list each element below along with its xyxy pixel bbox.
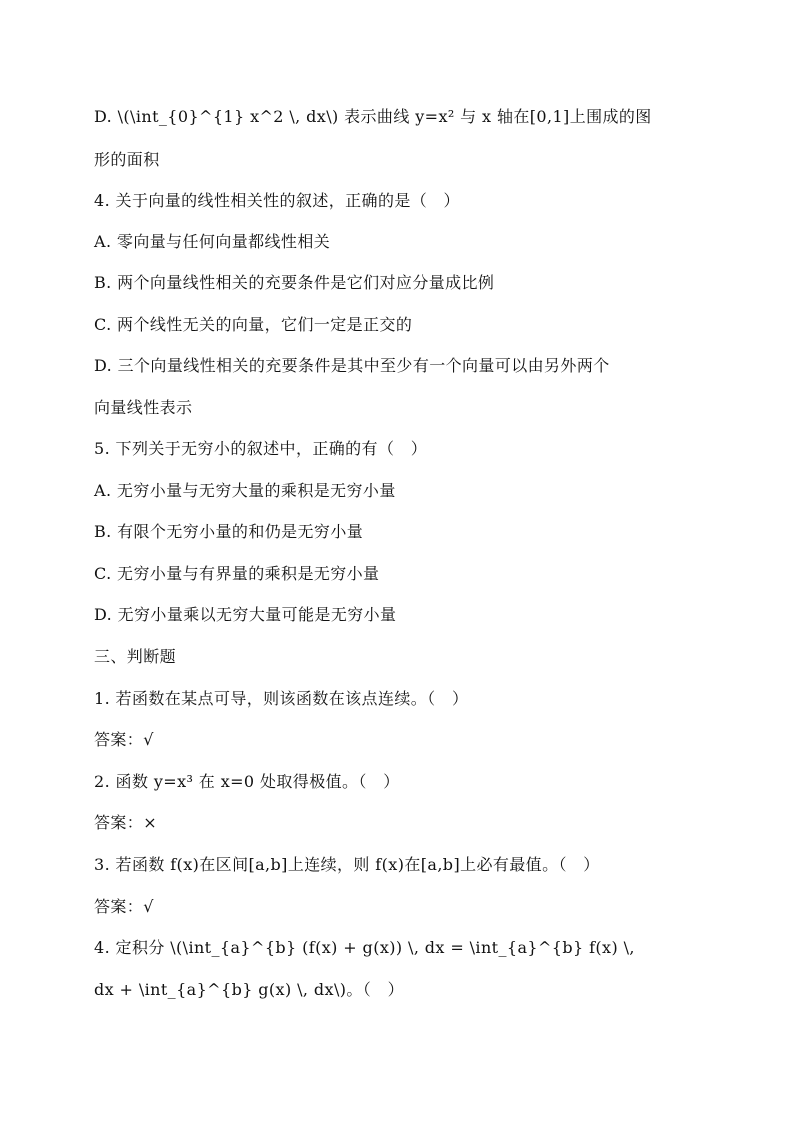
question-4-option-c: C. 两个线性无关的向量，它们一定是正交的 <box>94 315 413 334</box>
true-false-question-4-line-2: dx + \int_{a}^{b} g(x) \, dx\)。（ ） <box>94 980 404 999</box>
answer-1: 答案：√ <box>94 730 154 749</box>
option-d-integral-line-2: 形的面积 <box>94 150 160 169</box>
option-d-integral-line-1: D. \(\int_{0}^{1} x^2 \, dx\) 表示曲线 y=x² 与 x 轴在[0,1]上围成的图 <box>94 107 652 126</box>
question-4-option-d-line-1: D. 三个向量线性相关的充要条件是其中至少有一个向量可以由另外两个 <box>94 356 610 375</box>
answer-3: 答案：√ <box>94 897 154 916</box>
question-5-option-a: A. 无穷小量与无穷大量的乘积是无穷小量 <box>94 481 396 500</box>
question-5-option-c: C. 无穷小量与有界量的乘积是无穷小量 <box>94 564 380 583</box>
answer-2: 答案：× <box>94 813 158 832</box>
question-4-option-a: A. 零向量与任何向量都线性相关 <box>94 232 331 251</box>
question-5-stem: 5. 下列关于无穷小的叙述中，正确的有（ ） <box>94 439 428 458</box>
true-false-question-1: 1. 若函数在某点可导，则该函数在该点连续。（ ） <box>94 689 469 708</box>
question-4-option-b: B. 两个向量线性相关的充要条件是它们对应分量成比例 <box>94 273 495 292</box>
true-false-question-4-line-1: 4. 定积分 \(\int_{a}^{b} (f(x) + g(x)) \, dx = \int_{a}^{b} f(x) \, <box>94 938 635 957</box>
section-heading-true-false: 三、判断题 <box>94 647 177 666</box>
true-false-question-2: 2. 函数 y=x³ 在 x=0 处取得极值。（ ） <box>94 772 400 791</box>
question-5-option-d: D. 无穷小量乘以无穷大量可能是无穷小量 <box>94 605 397 624</box>
question-5-option-b: B. 有限个无穷小量的和仍是无穷小量 <box>94 522 364 541</box>
question-4-stem: 4. 关于向量的线性相关性的叙述，正确的是（ ） <box>94 191 460 210</box>
question-4-option-d-line-2: 向量线性表示 <box>94 398 193 417</box>
true-false-question-3: 3. 若函数 f(x)在区间[a,b]上连续，则 f(x)在[a,b]上必有最值。（ ） <box>94 855 600 874</box>
